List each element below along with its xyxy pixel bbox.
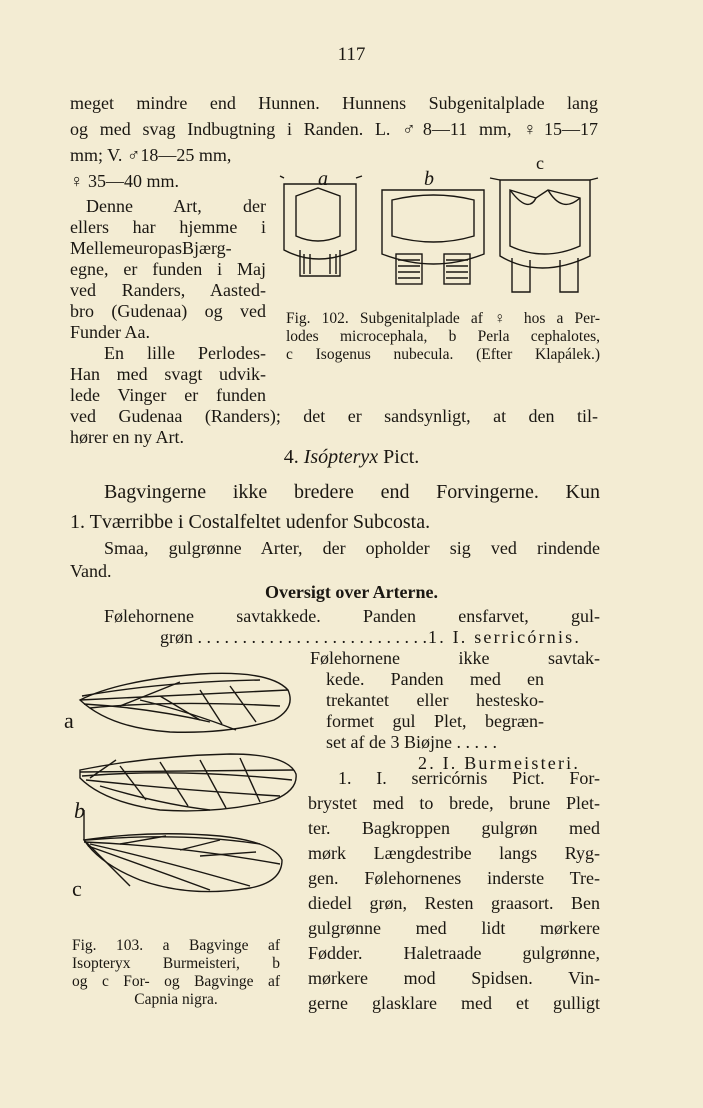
denne-line-1: Denne Art, der — [86, 196, 266, 216]
fig103-label-b: b — [74, 798, 85, 823]
intro-line-4: ♀ 35—40 mm. — [70, 171, 180, 191]
key-item2-line5: set af de 3 Biøjne . . . . . — [326, 732, 497, 752]
denne-line-12: hører en ny Art. — [70, 427, 184, 447]
figure-103-wings — [60, 660, 305, 940]
key-item1-line1: Følehornene savtakkede. Panden ensfarvet, gul- — [104, 606, 600, 626]
species-line-6: diedel grøn, Resten graasort. Ben — [308, 893, 600, 913]
fig103-wing-a — [80, 673, 290, 732]
genus-author: Pict. — [383, 446, 420, 468]
fig102-caption-3: c Isogenus nubecula. (Efter Klapálek.) — [286, 346, 600, 363]
fig102-caption-2: lodes microcephala, b Perla cephalotes, — [286, 328, 600, 345]
species-line-3: ter. Bagkroppen gulgrøn med — [308, 818, 600, 838]
fig102-plate-a — [284, 184, 356, 259]
genus-line-2: 1. Tværribbe i Costalfeltet udenfor Subcosta. — [70, 511, 431, 533]
fig103-label-c: c — [72, 876, 82, 901]
fig102-plate-c — [500, 180, 590, 268]
species-line-8: Fødder. Haletraade gulgrønne, — [308, 943, 600, 963]
genus-line-1: Bagvingerne ikke bredere end Forvingerne. Kun — [104, 481, 600, 503]
fig103-caption-4: Capnia nigra. — [134, 991, 218, 1008]
fig102-label-a: a — [318, 168, 328, 190]
fig103-caption-3: og c For- og Bagvinge af — [72, 973, 280, 990]
denne-line-7: Funder Aa. — [70, 322, 150, 342]
genus-line-4: Vand. — [70, 561, 112, 581]
species-line-2: brystet med to brede, brune Plet- — [308, 793, 600, 813]
fig103-label-a: a — [64, 708, 74, 733]
intro-line-2: og med svag Indbugtning i Randen. L. ♂8—11 mm, ♀15—17 — [70, 119, 598, 139]
fig103-caption-2: Isopteryx Burmeisteri, b — [72, 955, 280, 972]
key-item2-line3: trekantet eller hestesko- — [326, 690, 544, 710]
key-item2-line2: kede. Panden med en — [326, 669, 544, 689]
key-item2-line1: Følehornene ikke savtak- — [310, 648, 600, 668]
genus-number: 4. — [283, 446, 299, 468]
genus-line-3: Smaa, gulgrønne Arter, der opholder sig ved rindende — [104, 538, 600, 558]
key-item1-result: 1. I. serricórnis. — [428, 627, 582, 647]
key-item2-line4: formet gul Plet, begræn- — [326, 711, 544, 731]
intro-line-1: meget mindre end Hunnen. Hunnens Subgenitalplade lang — [70, 93, 598, 113]
species-line-1: 1. I. serricórnis Pict. For- — [338, 768, 600, 788]
species-line-5: gen. Følehornenes inderste Tre- — [308, 868, 600, 888]
fig102-label-b: b — [424, 168, 434, 190]
genus-heading — [0, 446, 703, 468]
species-line-7: gulgrønne med lidt mørkere — [308, 918, 600, 938]
genus-name: Isópteryx — [303, 446, 379, 468]
fig102-caption-1: Fig. 102. Subgenitalplade af ♀ hos a Per- — [286, 310, 600, 327]
fig102-label-c: c — [536, 153, 544, 173]
species-line-10: gerne glasklare med et gulligt — [308, 993, 600, 1013]
denne-line-3: MellemeuropasBjærg- — [70, 238, 232, 258]
denne-line-11: ved Gudenaa (Randers); det er sandsynligt, at den til- — [70, 406, 598, 426]
denne-line-4: egne, er funden i Maj — [70, 259, 266, 279]
denne-line-9: Han med svagt udvik- — [70, 364, 266, 384]
denne-line-6: bro (Gudenaa) og ved — [70, 301, 266, 321]
fig103-caption-1: Fig. 103. a Bagvinge af — [72, 937, 280, 954]
fig103-wing-c — [84, 810, 282, 892]
species-line-4: mørk Længdestribe langs Ryg- — [308, 843, 600, 863]
fig102-plate-b — [382, 190, 484, 264]
key-item1-line2 — [160, 626, 427, 648]
denne-line-8: En lille Perlodes- — [104, 343, 266, 363]
intro-line-3: mm; V. ♂18—25 mm, — [70, 145, 232, 165]
oversigt-heading: Oversigt over Arterne. — [264, 582, 439, 602]
species-line-9: mørkere mod Spidsen. Vin- — [308, 968, 600, 988]
key-item2-result: 2. I. Burmeisteri. — [418, 753, 581, 773]
key-item1-grøn: grøn — [160, 627, 193, 647]
fig103-wing-b — [80, 754, 296, 811]
denne-line-5: ved Randers, Aasted- — [70, 280, 266, 300]
denne-line-2: ellers har hjemme i — [70, 217, 266, 237]
page-number: 117 — [337, 44, 366, 65]
denne-line-10: lede Vinger er funden — [70, 385, 266, 405]
key-item1-leader: . . . . . . . . . . . . . . . . . . . . . . . . . . — [193, 627, 427, 647]
